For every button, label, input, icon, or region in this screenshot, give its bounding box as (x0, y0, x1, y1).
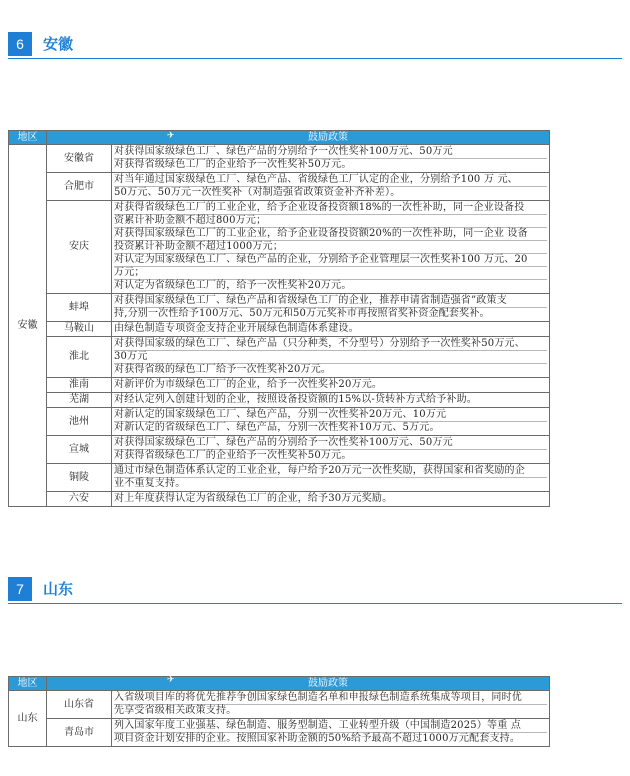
policy-line: 持,分别一次性给予100万元、50万元和50万元奖补市再按照省奖补资金配套奖补。 (114, 308, 490, 319)
policy-line: 对获得省级绿色工厂的企业给予一次性奖补50万元。 (114, 159, 352, 170)
city-cell: 池州 (47, 408, 112, 436)
policy-line: 列入国家年度工业强基、绿色制造、服务型制造、工业转型升级（中国制造2025）等重 点 (114, 720, 547, 733)
policy-cell (112, 378, 550, 393)
table-row (9, 393, 550, 408)
city-cell: 六安 (47, 492, 112, 507)
city-cell: 淮南 (47, 378, 112, 393)
policy-line: 项目资金计划安排的企业。按照国家补助金额的50%给予最高不超过1000万元配套支持。 (114, 733, 521, 744)
policy-line: 对获得省级绿色工厂的企业给予一次性奖补50万元。 (114, 450, 352, 461)
policy-line: 对当年通过国家级绿色工厂、绿色产品、省级绿色工厂认定的企业，分别给予100 万 元、 (114, 174, 547, 187)
policy-line: 投资累计补助金额不超过1000万元； (114, 241, 547, 254)
city-cell: 青岛市 (47, 719, 112, 747)
policy-line: 先享受省级相关政策支持。 (114, 705, 237, 716)
policy-cell (112, 464, 550, 492)
city-cell: 安庆 (47, 201, 112, 294)
table-row (9, 719, 550, 747)
policy-line: 对获得国家级的绿色工厂、绿色产品（只分种类，不分型号）分别给予一次性奖补50万元、 (114, 338, 547, 351)
policy-line: 30万元 (114, 351, 547, 364)
policy-line: 对认定为国家级绿色工厂、绿色产品的企业，分别给予企业管理层一次性奖补100 万元、20 (114, 254, 547, 267)
city-cell: 铜陵 (47, 464, 112, 492)
section-header-shandong (8, 577, 622, 604)
section-header-anhui (8, 32, 622, 59)
header-region: 地区 (9, 131, 47, 145)
policy-line: 对新评价为市级绿色工厂的企业，给予一次性奖补20万元。 (114, 379, 383, 390)
policy-cell (112, 145, 550, 173)
table-row (9, 408, 550, 436)
policy-cell (112, 691, 550, 719)
table-row (9, 436, 550, 464)
table-row (9, 201, 550, 294)
section-title: 山东 (43, 580, 74, 598)
section-number: 7 (8, 577, 32, 601)
policy-line: 对上年度获得认定为省级绿色工厂的企业，给予30万元奖励。 (114, 493, 393, 504)
policy-cell (112, 719, 550, 747)
plane-icon: ✈ (167, 674, 175, 685)
header-policy: ✈ 鼓励政策 (47, 677, 550, 691)
table-header-row (9, 131, 550, 145)
table-row (9, 691, 550, 719)
city-cell: 马鞍山 (47, 322, 112, 337)
city-cell: 淮北 (47, 337, 112, 378)
table-header-row (9, 677, 550, 691)
city-cell: 合肥市 (47, 173, 112, 201)
table-row (9, 464, 550, 492)
anhui-policy-table (8, 130, 550, 507)
table-row (9, 173, 550, 201)
policy-line: 万元； (114, 267, 547, 280)
policy-line: 对获得国家级绿色工厂、绿色产品的分别给予一次性奖补100万元、50万元 (114, 146, 547, 159)
table-row (9, 294, 550, 322)
city-cell: 宣城 (47, 436, 112, 464)
policy-line: 对获得国家级绿色工厂、绿色产品和省级绿色工厂的企业，推荐申请省制造强省”政策支 (114, 295, 547, 308)
section-number: 6 (8, 32, 32, 56)
policy-line: 通过市绿色制造体系认定的工业企业，每户给予20万元一次性奖励，获得国家和省奖励的企 (114, 465, 547, 478)
region-cell: 山东 (9, 691, 47, 747)
policy-line: 对新认定的国家级绿色工厂、绿色产品，分别一次性奖补20万元、10万元 (114, 409, 547, 422)
policy-line: 对获得国家级绿色工厂、绿色产品的分别给予一次性奖补100万元、50万元 (114, 437, 547, 450)
policy-cell (112, 393, 550, 408)
section-divider (8, 58, 622, 59)
policy-line: 对获得省级绿色工厂的工业企业，给予企业设备投资额18%的一次性补助，同一企业设备投 (114, 202, 547, 215)
table-row (9, 322, 550, 337)
region-cell: 安徽 (9, 145, 47, 507)
policy-cell (112, 201, 550, 294)
city-cell: 蚌埠 (47, 294, 112, 322)
plane-icon: ✈ (167, 130, 175, 141)
policy-cell (112, 322, 550, 337)
city-cell: 芜湖 (47, 393, 112, 408)
policy-cell (112, 492, 550, 507)
policy-cell (112, 408, 550, 436)
policy-line: 对新认定的省级绿色工厂、绿色产品，分别一次性奖补10万元、5万元。 (114, 422, 440, 433)
policy-line: 对获得省级的绿色工厂给予一次性奖补20万元。 (114, 364, 332, 375)
policy-line: 50万元、50万元一次性奖补（对制造强省政策资金补齐补差）。 (114, 187, 401, 198)
table-row (9, 378, 550, 393)
table-row (9, 145, 550, 173)
policy-line: 入省级项目库的将优先推荐争创国家绿色制造名单和申报绿色制造系统集成等项目，同时优 (114, 692, 547, 705)
section-title: 安徽 (43, 35, 74, 53)
section-divider (8, 603, 622, 604)
table-row (9, 492, 550, 507)
header-policy: ✈ 鼓励政策 (47, 131, 550, 145)
header-region: 地区 (9, 677, 47, 691)
city-cell: 安徽省 (47, 145, 112, 173)
policy-cell (112, 294, 550, 322)
policy-line: 对经认定列入创建计划的企业，按照设备投资额的15%以-贷转补方式给予补助。 (114, 394, 478, 405)
policy-line: 由绿色制造专项资金支持企业开展绿色制造体系建设。 (114, 323, 359, 334)
policy-cell (112, 436, 550, 464)
policy-line: 业不重复支持。 (114, 478, 186, 489)
policy-cell (112, 337, 550, 378)
policy-line: 资累计补助金额不超过800万元； (114, 215, 547, 228)
city-cell: 山东省 (47, 691, 112, 719)
policy-line: 对获得国家级绿色工厂的工业企业，给予企业设备投资额20%的一次性补助，同一企业 设备 (114, 228, 547, 241)
table-row (9, 337, 550, 378)
shandong-policy-table (8, 676, 550, 747)
policy-cell (112, 173, 550, 201)
policy-line: 对认定为省级绿色工厂的，给予一次性奖补20万元。 (114, 280, 352, 291)
